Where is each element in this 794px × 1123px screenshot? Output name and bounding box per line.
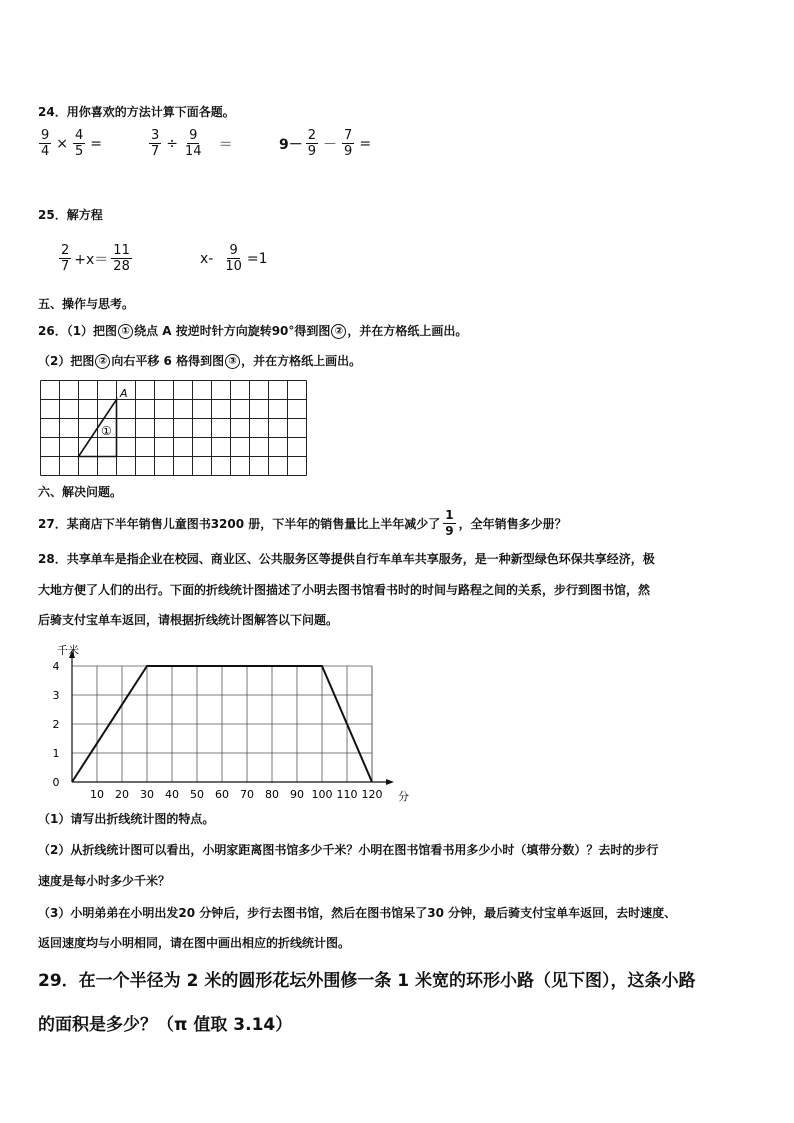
q28-line-chart (30, 638, 409, 808)
grid-lines (41, 381, 307, 476)
y-tick-label: 1 (52, 747, 60, 760)
section-5-heading: 五、操作与思考。 (38, 297, 135, 311)
x-axis-label: 分 (398, 790, 409, 803)
x-tick-label: 120 (361, 788, 383, 801)
q28-sub-3b: 返回速度均与小明相同，请在图中画出相应的折线统计图。 (38, 936, 351, 950)
q28-line-1: 28．共享单车是指企业在校园、商业区、公共服务区等提供自行车单车共享服务，是一种新型绿色环保共享经济，极 (38, 552, 655, 566)
q25-equation-2: x- $\frac{9}{10}$ =1 (200, 243, 268, 274)
y-axis-label: 千米 (57, 644, 79, 657)
q28-line-2: 大地方便了人们的出行。下面的折线统计图描述了小明去图书馆看书时的时间与路程之间的关系，步行到图书馆，然 (38, 583, 651, 597)
q24-title: 24．用你喜欢的方法计算下面各题。 (38, 105, 235, 119)
x-tick-label: 90 (290, 788, 304, 801)
q24-expr-2: $\frac{3}{7}$ ÷ $\frac{9}{14}$ ＝ (151, 128, 233, 159)
q25-title: 25．解方程 (38, 208, 103, 222)
q24-expr-3: 9－ $\frac{2}{9}$ － $\frac{7}{9}$ = (279, 128, 372, 159)
q26-part-1: 26．（1）把图 ① 绕点 A 按逆时针方向旋转90°得到图 ② ，并在方格纸上画出。 (38, 324, 468, 338)
x-axis-arrow-icon (386, 779, 394, 785)
x-tick-label: 50 (190, 788, 204, 801)
q27-text: 27．某商店下半年销售儿童图书3200 册，下半年的销售量比上半年减少了 $\frac{1}{9}$ ，全年销售多少册？ (38, 508, 567, 538)
x-tick-label: 30 (140, 788, 154, 801)
q28-line-3: 后骑支付宝单车返回，请根据折线统计图解答以下问题。 (38, 613, 339, 627)
q24-expr-1: $\frac{9}{4}$ × $\frac{4}{5}$ = (41, 128, 103, 159)
q25-equation-1: $\frac{2}{7}$ +x＝ $\frac{11}{28}$ (61, 243, 130, 274)
x-tick-label: 60 (215, 788, 229, 801)
q29-line-1: 29．在一个半径为 2 米的圆形花坛外围修一条 1 米宽的环形小路（见下图），这条小路 (38, 971, 696, 991)
q29-line-2: 的面积是多少？（π 值取 3.14） (38, 1015, 293, 1035)
q28-sub-2a: （2）从折线统计图可以看出，小明家距离图书馆多少千米？小明在图书馆看书用多少小时（填带分数）？去时的步行 (38, 843, 659, 857)
x-tick-label: 10 (90, 788, 104, 801)
x-tick-label: 100 (311, 788, 333, 801)
q26-grid-paper (40, 380, 308, 478)
x-tick-label: 80 (265, 788, 279, 801)
q28-sub-1: （1）请写出折线统计图的特点。 (38, 812, 215, 826)
y-tick-label: 3 (52, 689, 60, 702)
x-tick-label: 70 (240, 788, 254, 801)
q28-sub-3a: （3）小明弟弟在小明出发20 分钟后，步行去图书馆，然后在图书馆呆了30 分钟，最后骑支付宝单车返回，去时速度、 (38, 906, 677, 920)
x-tick-label: 20 (115, 788, 129, 801)
y-tick-label: 4 (52, 660, 60, 673)
shape-1-label: ① (101, 424, 112, 438)
x-tick-label: 40 (165, 788, 179, 801)
section-6-heading: 六、解决问题。 (38, 485, 123, 499)
q28-sub-2b: 速度是每小时多少千米？ (38, 874, 171, 888)
chart-grid (72, 666, 372, 782)
point-a-label: A (120, 387, 128, 400)
x-tick-label: 110 (336, 788, 358, 801)
y-tick-label: 0 (52, 776, 60, 789)
y-tick-label: 2 (52, 718, 60, 731)
q26-part-2: （2）把图 ② 向右平移 6 格得到图 ③ ，并在方格纸上画出。 (38, 354, 362, 368)
